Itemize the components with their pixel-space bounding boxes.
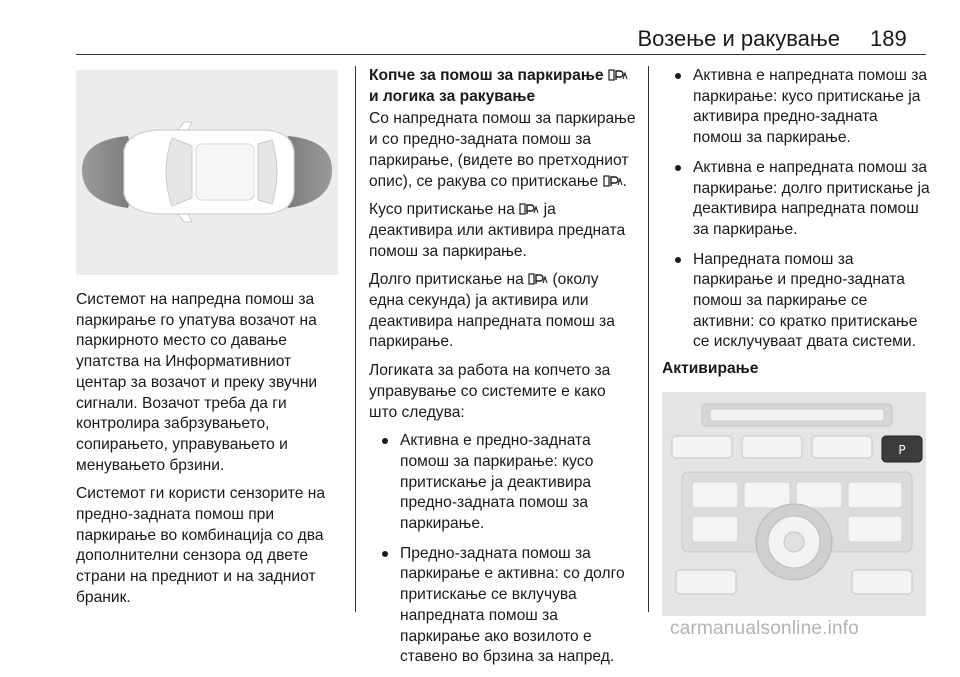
- list-item: Активна е напредната помош за паркирање: долго притискање ја деактивира напредната помош за паркирање.: [662, 158, 930, 241]
- paragraph: Системот ги користи сензорите на предно-задната помош при паркирање во комбинација со два дополнителни сензора од двете страни на предниот и на задниот браник.: [76, 485, 326, 606]
- bullet-list: [662, 66, 930, 353]
- mirror-right: [178, 214, 192, 222]
- parking-assist-icon: [608, 68, 628, 82]
- text-span: ја деактивира или активира предната помош за паркирање.: [369, 201, 626, 260]
- list-item: Напредната помош за паркирање и предно-задната помош за паркирање се активни: со кратко притискање се исклучуваат двата системи.: [662, 250, 930, 354]
- parking-assist-icon: [603, 174, 623, 188]
- section-heading: [369, 66, 637, 107]
- paragraph: [369, 200, 637, 262]
- column-2: [369, 66, 637, 677]
- rear-window: [258, 140, 277, 204]
- page-number: 189: [870, 26, 907, 51]
- bullet-list: [369, 431, 637, 668]
- watermark: carmanualsonline.info: [670, 618, 860, 639]
- text-span: Долго притискање на: [369, 271, 524, 289]
- parking-assist-icon: [528, 272, 548, 286]
- console-svg: [662, 392, 926, 616]
- roof: [196, 144, 254, 200]
- right-button: [812, 436, 872, 458]
- car-sensor-illustration: [76, 70, 338, 275]
- page-header: [0, 0, 960, 60]
- paragraph: [369, 270, 637, 353]
- left-button: [672, 436, 732, 458]
- heading-line-2: и логика за ракување: [369, 87, 536, 105]
- grid-button: [744, 482, 790, 508]
- column-divider: [648, 66, 649, 612]
- text-span: Кусо притискање на: [369, 201, 515, 219]
- text-span: (околу една секунда) ја активира или деактивира напредната помош за паркирање.: [369, 271, 615, 351]
- parking-assist-icon: [519, 202, 539, 216]
- windshield: [166, 138, 192, 206]
- subheading-activation: Активирање: [662, 360, 759, 377]
- header-title: Возење и ракување: [637, 26, 840, 51]
- heading-line-1: Копче за помош за паркирање: [369, 67, 604, 84]
- paragraph: Системот на напредна помош за паркирање го упатува возачот на паркирното место со давање упатства на Информативниот центар за возачот и преку звучни сигнали. Возачот треба да ги контролира забрзувањето, сопирањето, управувањето и менувањето брзини.: [76, 291, 318, 474]
- console-illustration: [662, 392, 926, 616]
- text-span: Со напредната помош за паркирање и со предно-задната помош за паркирање, (видете во претходниот опис), се ракува со притискање: [369, 110, 636, 190]
- bottom-right-button: [852, 570, 912, 594]
- paragraph: [369, 109, 637, 192]
- column-3: [662, 66, 930, 362]
- grid-button: [796, 482, 842, 508]
- grid-button: [692, 516, 738, 542]
- text-span: .: [622, 172, 627, 190]
- rotary-knob-center: [784, 532, 804, 552]
- mirror-left: [178, 122, 192, 130]
- car-sensor-svg: [76, 70, 338, 275]
- grid-button: [692, 482, 738, 508]
- grid-button: [848, 482, 902, 508]
- list-item: Активна е напредната помош за паркирање: кусо притискање ја активира предно-задната помош за паркирање.: [662, 66, 930, 149]
- list-item: Предно-задната помош за паркирање е активна: со долго притискање се вклучува напредната помош за паркирање ако возилото е ставено во брзина за напред.: [369, 544, 637, 668]
- grid-button: [848, 516, 902, 542]
- list-item: Активна е предно-задната помош за паркирање: кусо притискање ја деактивира предно-задната помош за паркирање.: [369, 431, 637, 535]
- column-1: [76, 290, 341, 617]
- center-button: [742, 436, 802, 458]
- header-rule: [76, 54, 926, 55]
- top-slot-inner: [710, 409, 884, 421]
- paragraph: Логиката за работа на копчето за управување со системите е како што следува:: [369, 362, 611, 421]
- parking-button-glyph: P: [898, 443, 906, 457]
- bottom-left-button: [676, 570, 736, 594]
- column-divider: [355, 66, 356, 612]
